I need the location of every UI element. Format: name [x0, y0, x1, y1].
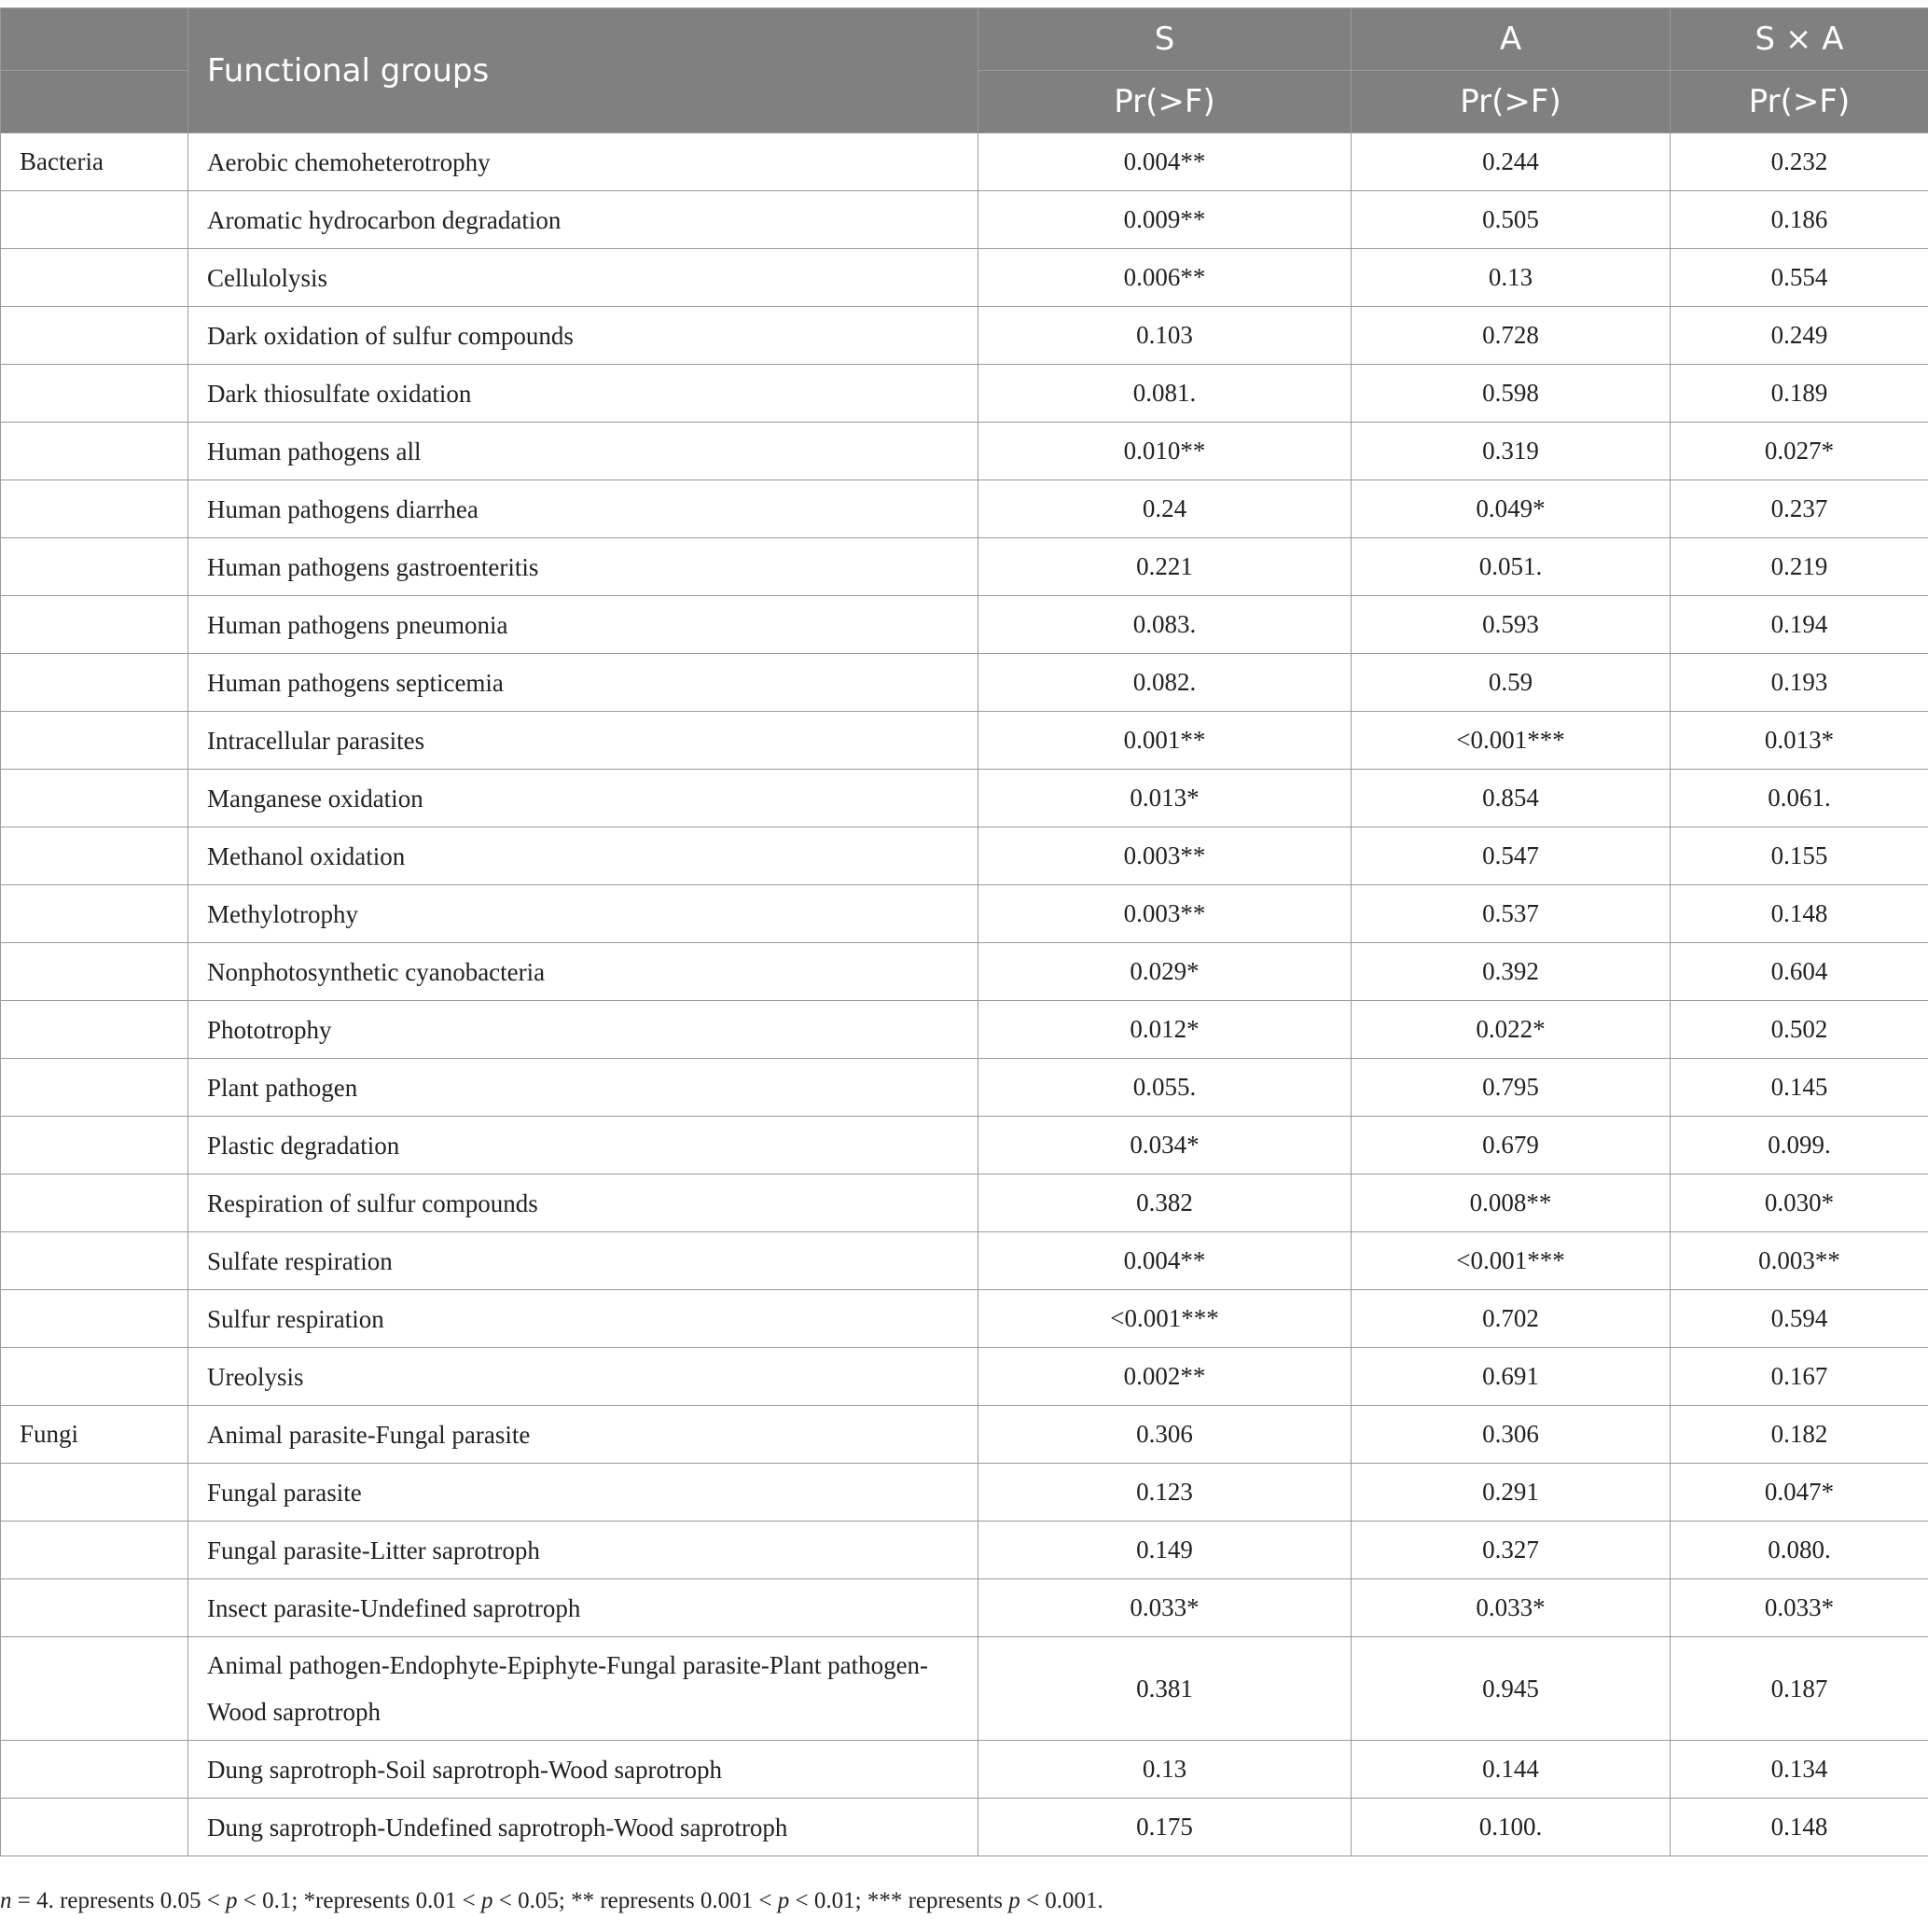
function-name-cell: Plant pathogen	[188, 1059, 978, 1117]
header-a: A	[1352, 8, 1671, 71]
s-value-cell: 0.123	[978, 1464, 1352, 1522]
sxa-value-cell: 0.502	[1671, 1001, 1928, 1059]
table-row	[1, 885, 1928, 943]
function-name-cell: Human pathogens gastroenteritis	[188, 538, 978, 596]
a-value-cell: 0.100.	[1352, 1799, 1671, 1856]
group-cell	[1, 1464, 188, 1522]
header-sxa-stat: Pr(>F)	[1671, 71, 1928, 133]
sxa-value-cell: 0.604	[1671, 943, 1928, 1001]
function-name-cell: Dark thiosulfate oxidation	[188, 365, 978, 423]
a-value-cell: 0.306	[1352, 1406, 1671, 1464]
group-cell	[1, 1232, 188, 1290]
sxa-value-cell: 0.182	[1671, 1406, 1928, 1464]
group-cell: Fungi	[1, 1406, 188, 1464]
a-value-cell: 0.008**	[1352, 1174, 1671, 1232]
table-row	[1, 1522, 1928, 1579]
sxa-value-cell: 0.194	[1671, 596, 1928, 654]
table-row	[1, 1174, 1928, 1232]
a-value-cell: 0.547	[1352, 827, 1671, 885]
s-value-cell: 0.382	[978, 1174, 1352, 1232]
table-row	[1, 827, 1928, 885]
function-name-cell: Insect parasite-Undefined saprotroph	[188, 1579, 978, 1637]
s-value-cell: 0.001**	[978, 712, 1352, 770]
s-value-cell: 0.010**	[978, 423, 1352, 480]
s-value-cell: 0.034*	[978, 1117, 1352, 1174]
s-value-cell: 0.012*	[978, 1001, 1352, 1059]
table-row	[1, 538, 1928, 596]
header-functional-groups: Functional groups	[188, 8, 978, 133]
s-value-cell: 0.055.	[978, 1059, 1352, 1117]
a-value-cell: 0.702	[1352, 1290, 1671, 1348]
table-row	[1, 307, 1928, 365]
function-name-cell: Sulfur respiration	[188, 1290, 978, 1348]
sxa-value-cell: 0.249	[1671, 307, 1928, 365]
s-value-cell: 0.175	[978, 1799, 1352, 1856]
s-value-cell: 0.033*	[978, 1579, 1352, 1637]
function-name-cell: Fungal parasite	[188, 1464, 978, 1522]
footnote-p3: p	[777, 1888, 790, 1913]
table-row	[1, 770, 1928, 827]
sxa-value-cell: 0.237	[1671, 480, 1928, 538]
sxa-value-cell: 0.099.	[1671, 1117, 1928, 1174]
function-name-cell: Aerobic chemoheterotrophy	[188, 133, 978, 191]
function-name-cell: Fungal parasite-Litter saprotroph	[188, 1522, 978, 1579]
group-cell	[1, 770, 188, 827]
group-cell	[1, 827, 188, 885]
function-name-cell: Animal pathogen-Endophyte-Epiphyte-Fungal parasite-Plant pathogen-Wood saprotroph	[188, 1637, 978, 1741]
function-name-cell: Aromatic hydrocarbon degradation	[188, 191, 978, 249]
group-cell	[1, 1117, 188, 1174]
group-cell	[1, 307, 188, 365]
group-cell	[1, 365, 188, 423]
group-cell	[1, 1637, 188, 1741]
sxa-value-cell: 0.030*	[1671, 1174, 1928, 1232]
sxa-value-cell: 0.003**	[1671, 1232, 1928, 1290]
function-name-cell: Human pathogens pneumonia	[188, 596, 978, 654]
footnote-text-2: < 0.1; *represents 0.01 <	[237, 1888, 482, 1913]
group-cell	[1, 191, 188, 249]
sxa-value-cell: 0.061.	[1671, 770, 1928, 827]
s-value-cell: 0.381	[978, 1637, 1352, 1741]
a-value-cell: 0.679	[1352, 1117, 1671, 1174]
s-value-cell: 0.13	[978, 1741, 1352, 1799]
group-cell	[1, 1290, 188, 1348]
s-value-cell: 0.004**	[978, 1232, 1352, 1290]
a-value-cell: 0.291	[1352, 1464, 1671, 1522]
header-blank-bottom	[1, 71, 188, 133]
table-row	[1, 480, 1928, 538]
s-value-cell: 0.029*	[978, 943, 1352, 1001]
table-row	[1, 596, 1928, 654]
a-value-cell: 0.144	[1352, 1741, 1671, 1799]
function-name-cell: Manganese oxidation	[188, 770, 978, 827]
anova-table	[0, 7, 1928, 1856]
sxa-value-cell: 0.554	[1671, 249, 1928, 307]
table-row	[1, 365, 1928, 423]
function-name-cell: Dark oxidation of sulfur compounds	[188, 307, 978, 365]
footnote	[0, 1888, 1928, 1914]
footnote-text-4: < 0.01; *** represents	[789, 1888, 1009, 1913]
s-value-cell: 0.002**	[978, 1348, 1352, 1406]
a-value-cell: 0.593	[1352, 596, 1671, 654]
group-cell	[1, 1059, 188, 1117]
function-name-cell: Intracellular parasites	[188, 712, 978, 770]
function-name-cell: Animal parasite-Fungal parasite	[188, 1406, 978, 1464]
table-row	[1, 1290, 1928, 1348]
sxa-value-cell: 0.186	[1671, 191, 1928, 249]
table-row	[1, 1001, 1928, 1059]
table-row	[1, 1117, 1928, 1174]
a-value-cell: <0.001***	[1352, 712, 1671, 770]
a-value-cell: 0.795	[1352, 1059, 1671, 1117]
sxa-value-cell: 0.145	[1671, 1059, 1928, 1117]
sxa-value-cell: 0.187	[1671, 1637, 1928, 1741]
sxa-value-cell: 0.167	[1671, 1348, 1928, 1406]
group-cell	[1, 1799, 188, 1856]
header-s: S	[978, 8, 1352, 71]
a-value-cell: 0.244	[1352, 133, 1671, 191]
sxa-value-cell: 0.033*	[1671, 1579, 1928, 1637]
a-value-cell: 0.728	[1352, 307, 1671, 365]
a-value-cell: 0.59	[1352, 654, 1671, 712]
group-cell	[1, 596, 188, 654]
function-name-cell: Methanol oxidation	[188, 827, 978, 885]
function-name-cell: Human pathogens diarrhea	[188, 480, 978, 538]
table-body	[1, 133, 1928, 1856]
group-cell	[1, 1579, 188, 1637]
a-value-cell: 0.319	[1352, 423, 1671, 480]
sxa-value-cell: 0.134	[1671, 1741, 1928, 1799]
a-value-cell: 0.033*	[1352, 1579, 1671, 1637]
a-value-cell: 0.598	[1352, 365, 1671, 423]
table-row	[1, 1059, 1928, 1117]
s-value-cell: 0.006**	[978, 249, 1352, 307]
group-cell	[1, 423, 188, 480]
header-sxa: S × A	[1671, 8, 1928, 71]
s-value-cell: 0.003**	[978, 827, 1352, 885]
group-cell	[1, 943, 188, 1001]
s-value-cell: <0.001***	[978, 1290, 1352, 1348]
s-value-cell: 0.004**	[978, 133, 1352, 191]
header-blank-top	[1, 8, 188, 71]
sxa-value-cell: 0.219	[1671, 538, 1928, 596]
a-value-cell: 0.022*	[1352, 1001, 1671, 1059]
sxa-value-cell: 0.080.	[1671, 1522, 1928, 1579]
s-value-cell: 0.009**	[978, 191, 1352, 249]
footnote-text-5: < 0.001.	[1019, 1888, 1103, 1913]
group-cell	[1, 249, 188, 307]
s-value-cell: 0.221	[978, 538, 1352, 596]
table-row	[1, 249, 1928, 307]
table-row	[1, 1464, 1928, 1522]
sxa-value-cell: 0.232	[1671, 133, 1928, 191]
a-value-cell: 0.13	[1352, 249, 1671, 307]
footnote-p2: p	[481, 1888, 493, 1913]
header-a-stat: Pr(>F)	[1352, 71, 1671, 133]
header-row-1	[1, 8, 1928, 71]
table-row	[1, 654, 1928, 712]
a-value-cell: 0.691	[1352, 1348, 1671, 1406]
group-cell	[1, 1174, 188, 1232]
footnote-text-3: < 0.05; ** represents 0.001 <	[492, 1888, 778, 1913]
group-cell	[1, 1348, 188, 1406]
footnote-p1: p	[226, 1888, 238, 1913]
function-name-cell: Nonphotosynthetic cyanobacteria	[188, 943, 978, 1001]
a-value-cell: 0.392	[1352, 943, 1671, 1001]
table-row	[1, 1579, 1928, 1637]
table-row	[1, 1637, 1928, 1741]
s-value-cell: 0.003**	[978, 885, 1352, 943]
table-row	[1, 1741, 1928, 1799]
table-row	[1, 1232, 1928, 1290]
a-value-cell: <0.001***	[1352, 1232, 1671, 1290]
sxa-value-cell: 0.047*	[1671, 1464, 1928, 1522]
function-name-cell: Human pathogens septicemia	[188, 654, 978, 712]
group-cell	[1, 1741, 188, 1799]
function-name-cell: Respiration of sulfur compounds	[188, 1174, 978, 1232]
s-value-cell: 0.083.	[978, 596, 1352, 654]
sxa-value-cell: 0.193	[1671, 654, 1928, 712]
s-value-cell: 0.103	[978, 307, 1352, 365]
sxa-value-cell: 0.189	[1671, 365, 1928, 423]
sxa-value-cell: 0.148	[1671, 885, 1928, 943]
a-value-cell: 0.505	[1352, 191, 1671, 249]
function-name-cell: Phototrophy	[188, 1001, 978, 1059]
table-row	[1, 191, 1928, 249]
group-cell	[1, 1001, 188, 1059]
s-value-cell: 0.24	[978, 480, 1352, 538]
s-value-cell: 0.082.	[978, 654, 1352, 712]
group-cell	[1, 538, 188, 596]
footnote-n: n	[0, 1888, 12, 1913]
table-row	[1, 943, 1928, 1001]
a-value-cell: 0.854	[1352, 770, 1671, 827]
table-row	[1, 1799, 1928, 1856]
function-name-cell: Human pathogens all	[188, 423, 978, 480]
function-name-cell: Plastic degradation	[188, 1117, 978, 1174]
table-row	[1, 1348, 1928, 1406]
function-name-cell: Dung saprotroph-Soil saprotroph-Wood saprotroph	[188, 1741, 978, 1799]
footnote-p4: p	[1008, 1888, 1020, 1913]
sxa-value-cell: 0.155	[1671, 827, 1928, 885]
table-row	[1, 1406, 1928, 1464]
footnote-text-1: = 4. represents 0.05 <	[11, 1888, 227, 1913]
a-value-cell: 0.051.	[1352, 538, 1671, 596]
sxa-value-cell: 0.027*	[1671, 423, 1928, 480]
sxa-value-cell: 0.148	[1671, 1799, 1928, 1856]
sxa-value-cell: 0.013*	[1671, 712, 1928, 770]
function-name-cell: Cellulolysis	[188, 249, 978, 307]
table-row	[1, 423, 1928, 480]
group-cell: Bacteria	[1, 133, 188, 191]
function-name-cell: Methylotrophy	[188, 885, 978, 943]
group-cell	[1, 480, 188, 538]
function-name-cell: Sulfate respiration	[188, 1232, 978, 1290]
table-row	[1, 712, 1928, 770]
group-cell	[1, 885, 188, 943]
s-value-cell: 0.081.	[978, 365, 1352, 423]
a-value-cell: 0.945	[1352, 1637, 1671, 1741]
function-name-cell: Ureolysis	[188, 1348, 978, 1406]
sxa-value-cell: 0.594	[1671, 1290, 1928, 1348]
group-cell	[1, 712, 188, 770]
a-value-cell: 0.537	[1352, 885, 1671, 943]
s-value-cell: 0.013*	[978, 770, 1352, 827]
function-name-cell: Dung saprotroph-Undefined saprotroph-Wood saprotroph	[188, 1799, 978, 1856]
a-value-cell: 0.327	[1352, 1522, 1671, 1579]
group-cell	[1, 654, 188, 712]
s-value-cell: 0.149	[978, 1522, 1352, 1579]
group-cell	[1, 1522, 188, 1579]
s-value-cell: 0.306	[978, 1406, 1352, 1464]
table-row	[1, 133, 1928, 191]
header-s-stat: Pr(>F)	[978, 71, 1352, 133]
a-value-cell: 0.049*	[1352, 480, 1671, 538]
